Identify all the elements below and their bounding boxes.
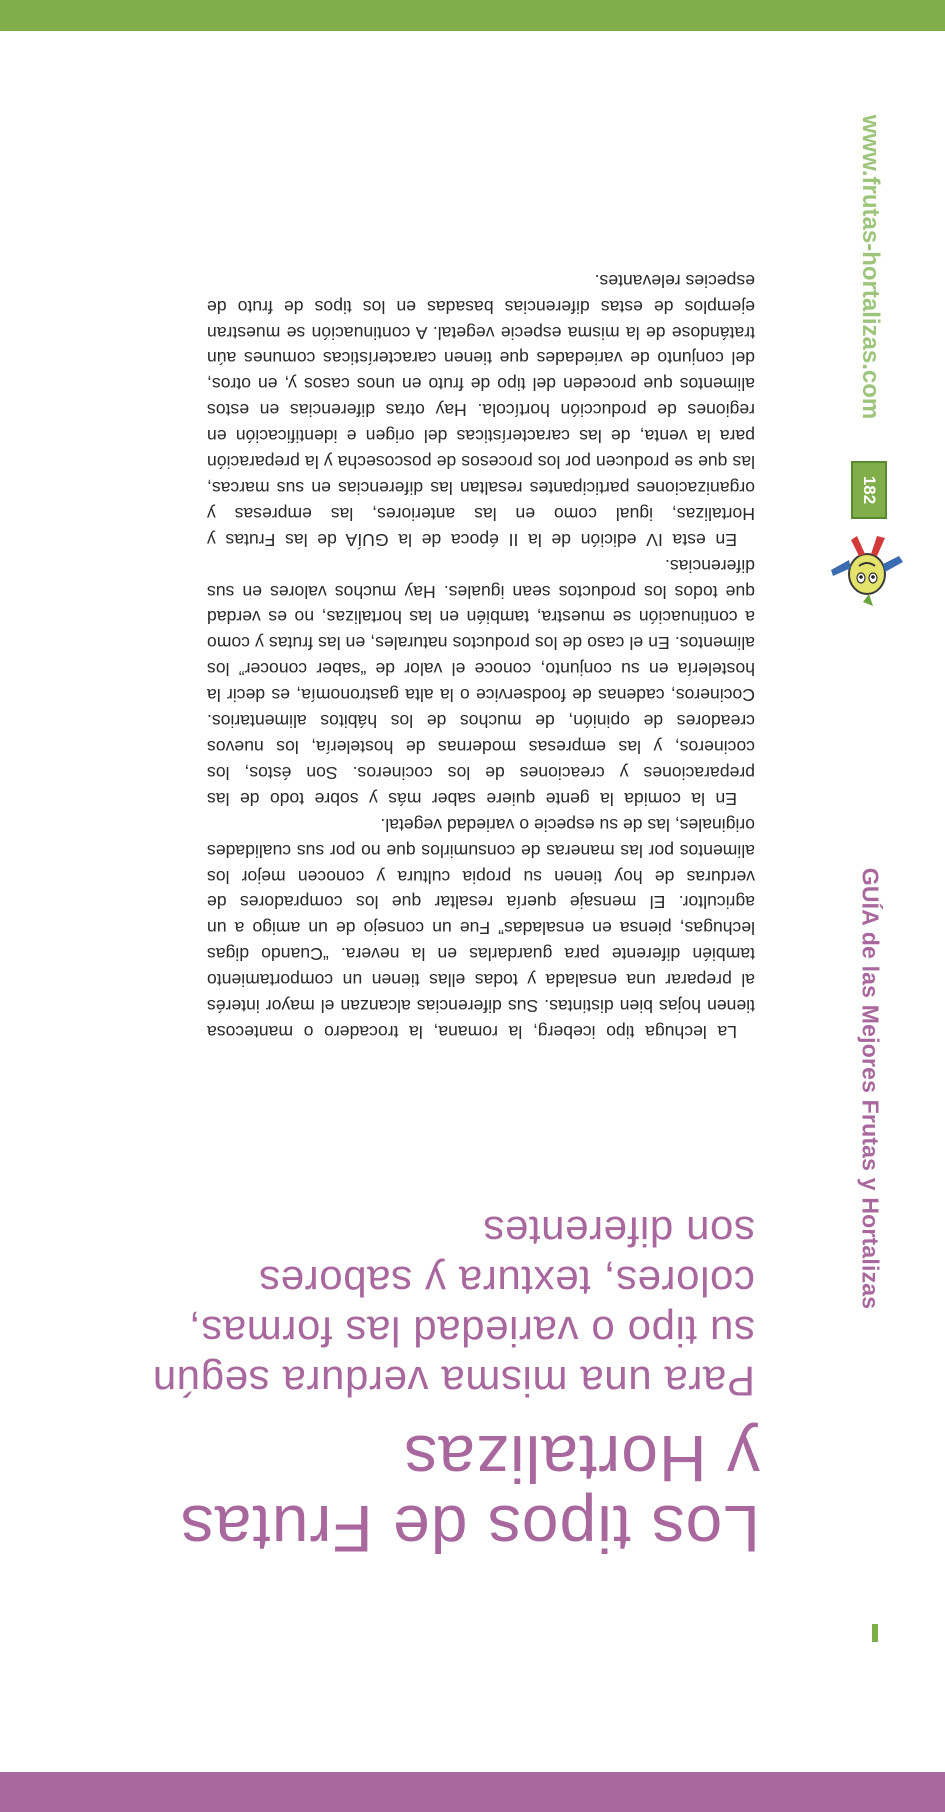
guide-title	[855, 754, 885, 1424]
body-text	[207, 267, 755, 1044]
guide-title-text: GUÍA de las Mejores Frutas y Hortalizas	[857, 868, 884, 1310]
page-number-badge	[851, 461, 887, 519]
paragraph-2: En la comida la gente quiere saber más y sobre todo de las preparaciones y creaciones de los cocineros. Son éstos, los cocineros, y las empresas modernas de hostelería, los nuevos creadores de opinión, de muchos de los hábitos alimentarios. Cocineros, cadenas de foodservice o la alta gastronomía, es decir la hostelería en su conjunto, conoce el valor de “saber conocer” los alimentos. En el caso de los productos naturales, en las frutas y como a continuación se muestra, también en las hortalizas, no es verdad que todos los productos sean iguales. Hay muchos valores en sus diferencias.	[207, 555, 755, 809]
bottom-color-bar	[0, 0, 945, 31]
page-number: 182	[860, 475, 879, 505]
website-url	[855, 82, 885, 452]
page-title	[60, 1424, 760, 1564]
sidebar-rule	[872, 1624, 878, 1642]
paragraph-3: En esta IV edición de la II época de la GUÍA de las Frutas y Hortalizas, igual como en las anteriores, las empresas y organizaciones participantes resaltan las diferencias en sus marcas, las que se producen por los procesos de poscosecha y la preparación para la venta, de las características del origen e identificación en regiones de producción hortícola. Hay otras diferencias en estos alimentos que proceden del tipo de fruto en unos casos y, en otros, del conjunto de variedades que tienen características comunes aún tratándose de la misma especie vegetal. A continuación se muestran ejemplos de estas diferencias basadas en los tipos de fruto de especies relevantes.	[207, 270, 755, 550]
paragraph-1: La lechuga tipo iceberg, la romana, la trocadero o mantecosa tienen hojas bien distintas. Sus diferencias alcanzan el mayor interés al preparar una ensalada y todas ellas tienen un comportamiento también diferente para guardarlas en la nevera. “Cuando digas lechugas, piensa en ensaladas” Fue un consejo de un amigo a un agricultor. El mensaje quería resaltar que los compradores de verduras de hoy tienen su propia cultura y conocen mejor los alimentos por las maneras de consumirlos que no por sus cualidades originales, las de su especie o variedad vegetal.	[207, 814, 755, 1042]
subtitle-line-3: colores, textura y sabores	[258, 1258, 755, 1305]
subtitle-line-1: Para una misma verdura según	[152, 1358, 755, 1405]
top-color-bar	[0, 1772, 945, 1812]
subtitle-line-2: su tipo o variedad las formas,	[188, 1308, 755, 1355]
subtitle-line-4: son diferentes	[482, 1208, 755, 1255]
title-line-2: y Hortalizas	[403, 1422, 760, 1496]
page-subtitle	[55, 1206, 755, 1406]
fruit-mascot-icon	[823, 532, 913, 612]
title-line-1: Los tipos de Frutas	[179, 1492, 760, 1566]
website-url-text: www.frutas-hortalizas.com	[857, 114, 884, 420]
